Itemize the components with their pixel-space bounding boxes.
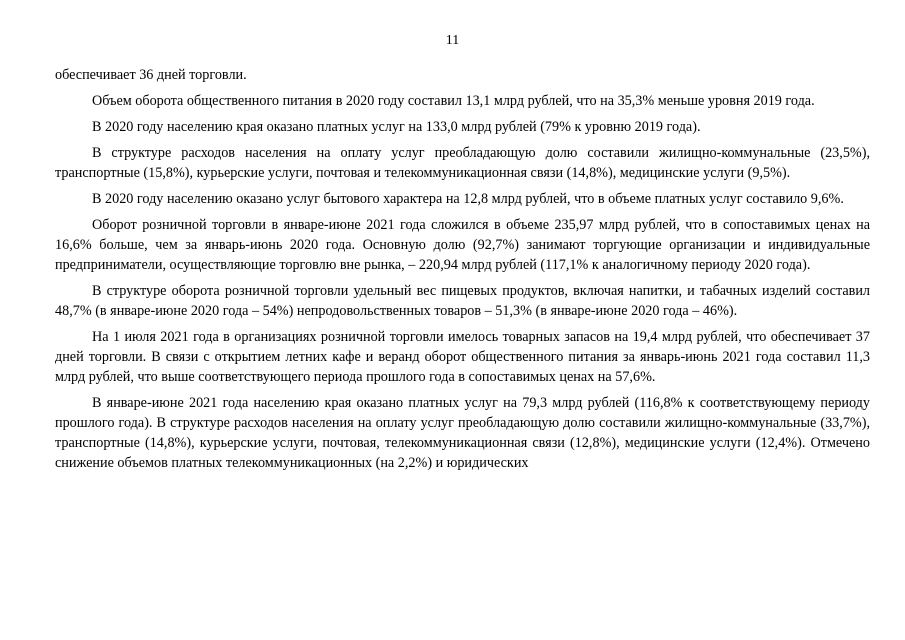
paragraph-retail-structure-2021: В структуре оборота розничной торговли удельный вес пищевых продуктов, включая напитки, и табачных изделий составил 48,7% (в январе-июне 2020 года – 54%) непродовольственных товаров – 51,3% (в январе-июне 2020 года – 46%). (55, 283, 870, 319)
document-body (55, 65, 870, 479)
paragraph-paid-services-2020: В 2020 году населению края оказано платных услуг на 133,0 млрд рублей (79% к уровню 2019 года). (92, 119, 701, 135)
paragraph-catering-2020: Объем оборота общественного питания в 2020 году составил 13,1 млрд рублей, что на 35,3% меньше уровня 2019 года. (92, 93, 815, 109)
page-number: 11 (445, 33, 460, 48)
paragraph-household-services-2020: В 2020 году населению оказано услуг бытового характера на 12,8 млрд рублей, что в объеме платных услуг составило 9,6%. (92, 191, 844, 207)
paragraph-retail-turnover-2021: Оборот розничной торговли в январе-июне 2021 года сложился в объеме 235,97 млрд рублей, что в сопоставимых ценах на 16,6% больше, чем за январь-июнь 2020 года. Основную долю (92,7%) занимают торгующие организации и индивидуальные предприниматели, осуществляющие торговлю вне рынка, – 220,94 млрд рублей (117,1% к аналогичному периоду 2020 года). (55, 217, 870, 273)
paragraph-continuation: обеспечивает 36 дней торговли. (55, 67, 247, 83)
paragraph-services-structure-2020: В структуре расходов населения на оплату услуг преобладающую долю составили жилищно-коммунальные (23,5%), транспортные (15,8%), курьерские услуги, почтовая и телекоммуникационная связи (14,8%), медицинские услуги (9,5%). (55, 145, 870, 181)
paragraph-inventory-catering-2021: На 1 июля 2021 года в организациях розничной торговли имелось товарных запасов на 19,4 млрд рублей, что обеспечивает 37 дней торговли. В связи с открытием летних кафе и веранд оборот общественного питания за январь-июнь 2021 года составил 11,3 млрд рублей, что выше соответствующего периода прошлого года в сопоставимых ценах на 57,6%. (55, 329, 870, 385)
paragraph-paid-services-2021: В январе-июне 2021 года населению края оказано платных услуг на 79,3 млрд рублей (116,8% к соответствующему периоду прошлого года). В структуре расходов населения на оплату услуг преобладающую долю составили жилищно-коммунальные (33,7%), транспортные (14,8%), курьерские услуги, почтовая, телекоммуникационная связи (12,8%), медицинские услуги (12,4%). Отмечено снижение объемов платных телекоммуникационных (на 2,2%) и юридических (55, 395, 870, 471)
